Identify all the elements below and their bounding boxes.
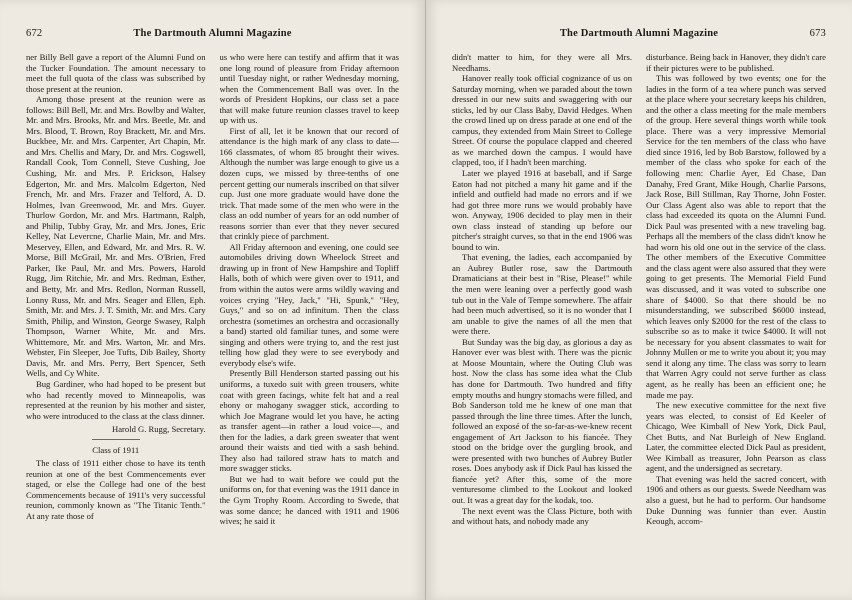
left-page-number: 672 [26, 28, 43, 39]
left-page-header [26, 28, 399, 42]
paragraph: This was followed by two events; one for the ladies in the form of a tea where punch was served at the place where your secretary keeps his children, and the other a class meeting for the male members of the group. Here several things worth while took place. There was a very impressive Memorial Service for the ten members of the class who have died since 1916, led by Bob Barstow, followed by a member of the class who spoke for each of the following men: Charlie Ayer, Ed Chase, Dan Danahy, Fred Grant, Mike Hough, Charlie Parsons, Jack Rose, Bill Stillman, Ray Thorne, John Foster. Our Class Agent also was able to report that the class had exceeded its quota on the Alumni Fund. Dick Paul was presented with a new traveling bag. Perhaps all the members of the class didn't know he had worn his old one out in the service of the class. The other members of the Executive Committee and the class agent were also assured that they were going to get presents. The Memorial Field Fund was discussed, and it was voted to subscribe one share of $4000. So that there should be no misunderstanding, we subscribed $6000 instead, which leaves only $2000 for the rest of the class to subscribe so as to make it twice $4000. It will not be necessary for you absent classmates to wait for Johnny Mullen or me to write you about it; you may send it along any time. The class was sorry to learn that Warren Agry could not serve further as class agent, as he really has been an efficient one; he made me pay. [646, 73, 826, 400]
paragraph: Hanover really took official cognizance of us on Saturday morning, when we paraded about the town dressed in our new suits and swaggering with our sticks, led by our Class Baby, David Hedges. When the crowd lined up on dress parade at one end of the campus, they extended from Main Street to College Street. Of course the populace clapped and cheered as we marched down the campus. I would have clapped, too, if I hadn't been marching. [452, 73, 632, 168]
paragraph: The next event was the Class Picture, both with and without hats, and nobody made any [452, 505, 632, 527]
right-column-1 [452, 52, 632, 582]
left-column-1 [26, 52, 206, 582]
paragraph: disturbance. Being back in Hanover, they didn't care if their pictures were to be published. [646, 52, 826, 73]
paragraph: Among those present at the reunion were as follows: Bill Bell, Mr. and Mrs. Bowlby and Walter, Mr. and Mrs. Brooks, Mr. and Mrs. Beetle, Mr. and Mrs. Blood, T. Brown, Roy Brackett, Mr. and Mrs. Buckbee, Mr. and Mrs. Carpenter, Art Chapin, Mr. and Mrs. Chellis and Mary, Dr. and Mrs. Cogswell, Randall Cook, Tom Connell, Steve Cushing, Joe Cushing, Mr. and Mrs. P. Erickson, Halsey Edgerton, Mr. and Mrs. Malcolm Edgerton, Ned French, Mr. and Mrs. Frazer and Telford, A. D. Holmes, Ivan Greenwood, Mr. and Mrs. Guyer. Thurlow Gordon, Mr. and Mrs. Hartmann, Ralph, and Philip, Tubby Gray, Mr. and Mrs. Jones, Eric Kelley, Nat Levercne, Charlie Main, Mr. and Mrs. Meservey, Ellen, and Edward, Mr. and Mrs. R. W. Morse, Bill McGrail, Mr. and Mrs. O'Brien, Fred Parker, Ike Paul, Mr. and Mrs. Powers, Harold Rugg, Jim Ritchie, Mr. and Mrs. Redman, Esther, and Betty, Mr. and Mrs. Redlon, Norman Russell, Lonny Russ, Mr. and Mrs. Seager and Ellen, Eph. Smith, Mr. and Mrs. J. T. Smith, Mr. and Mrs. Cary Smith, Philip, and Winston, George Swasey, Ralph Thompson, Warner White, Mr. and Mrs. Whittemore, Mr. and Mrs. Warton, Mr. and Mrs. Webster, Fin Sleeper, Joe Tufts, Dib Bailey, Shorty Davis, Mr. and Mrs. Perry, Bert Spencer, Seth Wells, and Cy White. [26, 94, 206, 379]
right-page-number: 673 [809, 28, 826, 39]
paragraph: didn't matter to him, for they were all Mrs. Needhams. [452, 52, 632, 73]
section-heading: Class of 1911 [92, 444, 140, 455]
paragraph: That evening was held the sacred concert, with 1906 and others as our guests. Swede Needham was also a guest, but he had to perform. Our handsome Duke Dunning was funnier than ever. Austin Keough, accom- [646, 473, 826, 527]
left-column-2 [220, 52, 400, 582]
left-running-title: The Dartmouth Alumni Magazine [133, 28, 292, 39]
paragraph: Presently Bill Henderson started passing out his uniforms, a tuxedo suit with green trousers, white coat with green facings, white felt hat and a real ebony or mahogany swagger stick, according to which Joe Magrane would let you have, he acting as transfer agent—in rather a loud voice—, and then for the ladies, a dark green sweater that went around their waists and tied with a sash behind. They also had tailored straw hats to match and more swagger sticks. [219, 368, 399, 474]
paragraph: Later we played 1916 at baseball, and if Sarge Eaton had not pitched a many hit game and if the infield and outfield had made no errors and if we had got three more runs we would probably have won. Anyway, 1906 decided to play men in their own class instead of standing up before our pitcher's straight curves, so that in the end 1906 was bound to win. [452, 168, 632, 252]
paragraph: us who were here can testify and affirm that it was one long round of pleasure from Friday afternoon until Tuesday night, or rather Wednesday morning, when the Commencement Ball was over. In the words of President Hopkins, our class set a pace that will make future reunion classes travel to keep up with us. [219, 52, 399, 126]
paragraph: Bug Gardiner, who had hoped to be present but who had recently moved to Minneapolis, was represented at the reunion by his mother and sister, who were introduced to the class at the class dinner. [26, 378, 206, 421]
paragraph: The new executive committee for the next five years was elected, to consist of Ed Keeler of Chicago, Wee Kimball of New York, Dick Paul, Chet Butts, and Nat Burleigh of New England. Later, the committee elected Dick Paul as president, Wee Kimball as treasurer, John Pearson as class agent, and the undersigned as secretary. [646, 400, 826, 474]
paragraph: All Friday afternoon and evening, one could see automobiles driving down Wheelock Street and drawing up in front of New Hampshire and Topliff Halls, both of which were given over to 1911, and from within the autos were arms wildly waving and voices crying "Hey, Jack," "Hi, Spunk," "Hey, Guys," and so on ad infinitum. Then the class orchestra (sometimes an orchestra and occasionally a band) started old familiar tunes, and some were singing and others were trying to, and the rest just telling how glad they were to see everybody and everybody else's wife. [219, 241, 399, 368]
paragraph: First of all, let it be known that our record of attendance is the high mark of any class to date—166 classmates, of whom 85 brought their wives. Although the number was large enough to give us a dozen cups, we missed by three-tenths of one percent getting our numerals inscribed on that silver cup. Just one more graduate would have done the trick. That made some of the men who were in the class an odd number of years for an odd number of reasons sorrier than ever that they never secured that crinkly piece of parchment. [219, 125, 399, 242]
right-page [426, 0, 852, 600]
section-divider [92, 439, 140, 440]
secretary-signature: Harold G. Rugg, Secretary. [112, 424, 206, 435]
paragraph: But we had to wait before we could put the uniforms on, for that evening was the 1911 dance in the Gym Trophy Room. According to Swede, that was some dance; he danced with 1911 and 1906 wives; he said it [219, 473, 399, 527]
right-page-columns [452, 52, 826, 582]
paragraph: The class of 1911 either chose to have its tenth reunion at one of the best Commencements ever staged, or else the College had one of the best Commencements because of 1911's very successful reunion, commonly known as "The Titanic Tenth." At any rate those of [26, 458, 206, 521]
paragraph: ner Billy Bell gave a report of the Alumni Fund on the Tucker Foundation. The amount necessary to meet the full quota of the class was subscribed by those present at the reunion. [26, 52, 206, 94]
right-column-2 [646, 52, 826, 582]
paragraph: But Sunday was the big day, as glorious a day as Hanover ever was blest with. There was the picnic at Moose Mountain, where the Outing Club was host. Now the class has some idea what the Club has done for Dartmouth. Two hundred and fifty empty mouths and hungry stomachs were filled, and Bob Sanderson told me he knew of one man that passed through the line three times. After the lunch, followed an exposé of the so-far-as-we-knew recent engagement of Art Jackson to his fiancée. They stood on the bridge over the gurgling brook, and were presented with two bunches of Aubrey Butler roses. Does anybody ask if Dick Paul has kissed the fiancée yet? After this, some of the more venturesome climbed to the Lookout and looked out. It was a great day for the kodak, too. [452, 336, 632, 505]
right-page-header [452, 28, 826, 42]
paragraph: That evening, the ladies, each accompanied by an Aubrey Butler rose, saw the Dartmouth Dramaticians at their best in "Rise, Please!" while the men were leaning over a perfectly good wash tub out in the Vale of Tempe somewhere. The affair had been much advertised, so it is no wonder that I am unable to give the names of all the men that were there. [452, 252, 632, 337]
left-page-columns [26, 52, 399, 582]
right-running-title: The Dartmouth Alumni Magazine [559, 28, 719, 39]
